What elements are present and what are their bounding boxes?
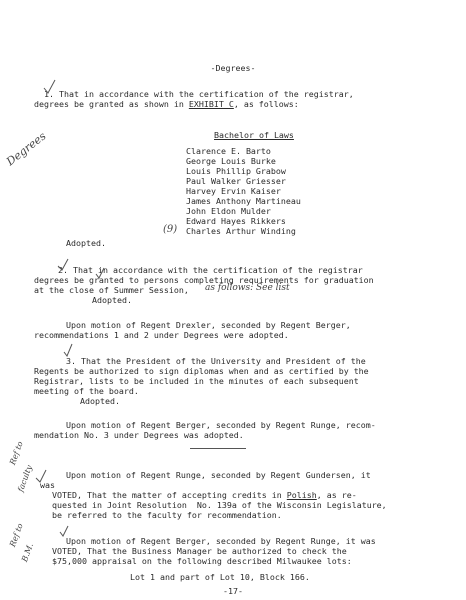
polish-line2: was — [40, 480, 55, 490]
check-mark-icon — [58, 259, 68, 270]
margin-note-degrees: Degrees — [4, 129, 49, 169]
check-mark-icon — [96, 268, 104, 278]
graduate-name: Paul Walker Griesser — [186, 176, 286, 186]
berger-line2: mendation No. 3 under Degrees was adopted. — [34, 430, 244, 440]
polish-line4: quested in Joint Resolution No. 139a of the Wisconsin Legislature, — [52, 500, 387, 510]
item1-line2: degrees be granted as shown in EXHIBIT C, as follows: — [34, 99, 299, 109]
adopted-1: Adopted. — [66, 238, 106, 248]
item3-line4: meeting of the board. — [34, 386, 139, 396]
graduate-name: James Anthony Martineau — [186, 196, 301, 206]
item2-handwritten-note: as follows: See list — [205, 283, 290, 293]
graduate-name: Charles Arthur Winding — [186, 226, 296, 236]
graduate-name: Clarence E. Barto — [186, 146, 271, 156]
polish-line5: be referred to the faculty for recommendation. — [52, 510, 282, 520]
business-line4: Lot 1 and part of Lot 10, Block 166. — [130, 572, 310, 582]
check-mark-icon — [44, 80, 55, 93]
margin-note-bm-1: Ref to — [8, 522, 25, 549]
graduate-name: Edward Hayes Rikkers — [186, 216, 286, 226]
bachelor-heading: Bachelor of Laws — [214, 130, 294, 140]
page-number: -17- — [223, 586, 243, 596]
item2-adopted: Adopted. — [92, 295, 132, 305]
berger-line1: Upon motion of Regent Berger, seconded by Regent Runge, recom- — [66, 420, 376, 430]
graduate-name: John Eldon Mulder — [186, 206, 271, 216]
item3-line1: 3. That the President of the University and President of the — [66, 356, 366, 366]
page-title: -Degrees- — [210, 63, 256, 73]
item1-line1: 1. That in accordance with the certification of the registrar, — [44, 89, 354, 99]
exhibit-c-link: EXHIBIT C — [188, 99, 234, 109]
check-mark-icon — [36, 470, 46, 482]
count-note: (9) — [163, 224, 178, 235]
item2-line2: degrees be granted to persons completing requirements for graduation — [34, 275, 374, 285]
drexler-line2: recommendations 1 and 2 under Degrees were adopted. — [34, 330, 289, 340]
item2-line3: at the close of Summer Session, — [34, 285, 189, 295]
drexler-line1: Upon motion of Regent Drexler, seconded by Regent Berger, — [66, 320, 351, 330]
item3-line2: Regents be authorized to sign diplomas when and as certified by the — [34, 366, 369, 376]
business-line3: $75,000 appraisal on the following described Milwaukee lots: — [52, 556, 352, 566]
graduate-name: Harvey Ervin Kaiser — [186, 186, 281, 196]
check-mark-icon — [60, 526, 68, 536]
item2-line1: 2. That in accordance with the certification of the registrar — [58, 265, 363, 275]
polish-line3: VOTED, That the matter of accepting credits in Polish, as re- — [52, 490, 357, 500]
check-mark-icon — [64, 344, 72, 356]
margin-note-faculty-1: Ref to — [8, 440, 25, 467]
margin-note-bm-2: B.M. — [20, 541, 36, 564]
graduate-name: Louis Phillip Grabow — [186, 166, 286, 176]
item3-adopted: Adopted. — [80, 396, 120, 406]
item3-line3: Registrar, lists to be included in the minutes of each subsequent — [34, 376, 359, 386]
margin-note-faculty-2: faculty — [16, 464, 34, 494]
graduate-name: George Louis Burke — [186, 156, 276, 166]
polish-line1: Upon motion of Regent Runge, seconded by Regent Gundersen, it — [66, 470, 371, 480]
business-line1: Upon motion of Regent Berger, seconded by Regent Runge, it was — [66, 536, 376, 546]
business-line2: VOTED, That the Business Manager be authorized to check the — [52, 546, 347, 556]
